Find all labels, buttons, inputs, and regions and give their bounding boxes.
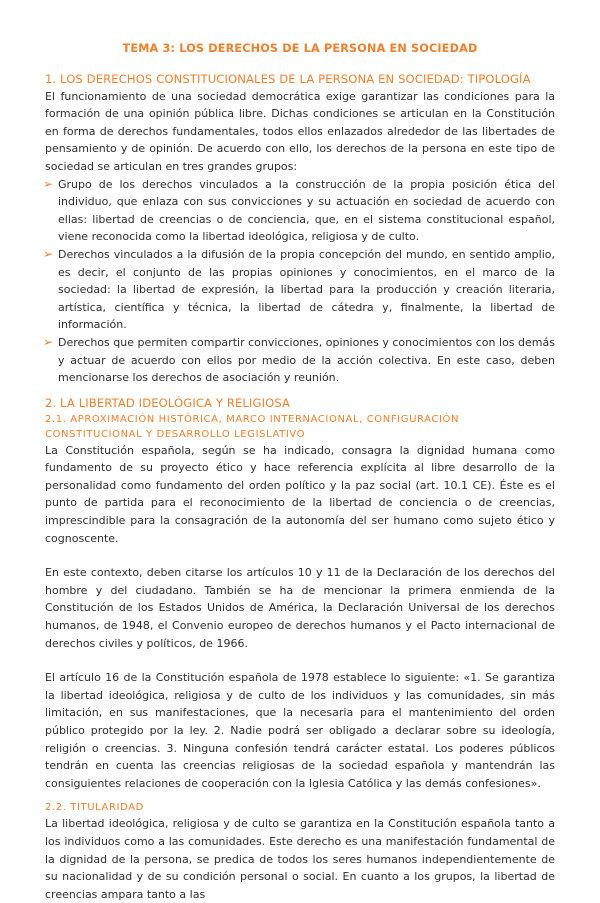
list-item-text: Derechos vinculados a la difusión de la propia concepción del mundo, en sentido amplio, es decir, el conjunto de las propias opiniones y conocimientos, en el marco de la sociedad: la libertad de expresión, la libertad para la producción y creación literaria, artística, científica y técnica, la libertad de cátedra y, finalmente, la libertad de información. (58, 247, 555, 332)
list-item (45, 334, 555, 387)
paragraph: La Constitución española, según se ha indicado, consagra la dignidad humana como fundamento de su proyecto ético y hace referencia explícita al libre desarrollo de la personalidad como fundamento del orden político y la paz social (art. 10.1 CE). Éste es el punto de partida para el reconocimiento de la libertad de conciencia o de creencias, imprescindible para la consagración de la autonomía del ser humano como sujeto ético y cognoscente. (45, 443, 555, 545)
section-2-heading: 2. LA LIBERTAD IDEOLÓGICA Y RELIGIOSA (45, 395, 291, 410)
paragraph: El artículo 16 de la Constitución española de 1978 establece lo siguiente: «1. Se garantiza la libertad ideológica, religiosa y de culto de los individuos y las comunidades, sin más limitación, en sus manifestaciones, que la necesaria para el mantenimiento del orden público protegido por la ley. 2. Nadie podrá ser obligado a declarar sobre su ideología, religión o creencias. 3. Ninguna confesión tendrá carácter estatal. Los poderes públicos tendrán en cuenta las creencias religiosas de la sociedad española y mantendrán las consiguientes relaciones de cooperación con la Iglesia Católica y las demás confesiones». (45, 671, 555, 790)
arrow-bullet-icon: ➢ (43, 176, 54, 191)
list-item-text: Grupo de los derechos vinculados a la construcción de la propia posición ética del individuo, que enlaza con sus convicciones y su actuación en sociedad de acuerdo con ellas: libertad de creencias o de conciencia, que, en el sistema constitucional español, viene reconocida como la libertad ideológica, religiosa y de culto. (58, 177, 555, 244)
subsection-2-1-heading: 2.1. APROXIMACIÓN HISTÓRICA, MARCO INTERNACIONAL, CONFIGURACIÓN CONSTITUCIONAL Y DESARROLLO LEGISLATIVO (45, 413, 460, 440)
section-1-intro: El funcionamiento de una sociedad democrática exige garantizar las condiciones para la formación de una opinión pública libre. Dichas condiciones se articulan en la Constitución en forma de derechos fundamentales, todos ellos enlazados alrededor de las libertades de pensamiento y de opinión. De acuerdo con ello, los derechos de la persona en este tipo de sociedad se articulan en tres grandes grupos: (45, 89, 555, 173)
paragraph: La libertad ideológica, religiosa y de culto se garantiza en la Constitución española tanto a los individuos como a las comunidades. Este derecho es una manifestación fundamental de la dignidad de la persona, se predica de todos los seres humanos independientemente de su nacionalidad y de su condición personal o social. En cuanto a los grupos, la libertad de creencias ampara tanto a las (45, 817, 555, 901)
rights-groups-list (45, 176, 555, 387)
arrow-bullet-icon: ➢ (43, 246, 54, 261)
subsection-2-2-heading: 2.2. TITULARIDAD (45, 802, 144, 814)
section-1-heading: 1. LOS DERECHOS CONSTITUCIONALES DE LA PERSONA EN SOCIEDAD: TIPOLOGÍA (45, 71, 531, 86)
document-title: TEMA 3: LOS DERECHOS DE LA PERSONA EN SOCIEDAD (122, 42, 478, 55)
list-item-text: Derechos que permiten compartir convicciones, opiniones y conocimientos con los demás y actuar de acuerdo con ellos por medio de la acción colectiva. En este caso, deben mencionarse los derechos de asociación y reunión. (58, 335, 555, 385)
list-item (45, 246, 555, 334)
arrow-bullet-icon: ➢ (43, 334, 54, 349)
paragraph: En este contexto, deben citarse los artículos 10 y 11 de la Declaración de los derechos del hombre y del ciudadano. También se ha de mencionar la primera enmienda de la Constitución de los Estados Unidos de América, la Declaración Universal de los derechos humanos, de 1948, el Convenio europeo de derechos humanos y el Pacto internacional de derechos civiles y políticos, de 1966. (45, 566, 555, 650)
list-item (45, 176, 555, 246)
